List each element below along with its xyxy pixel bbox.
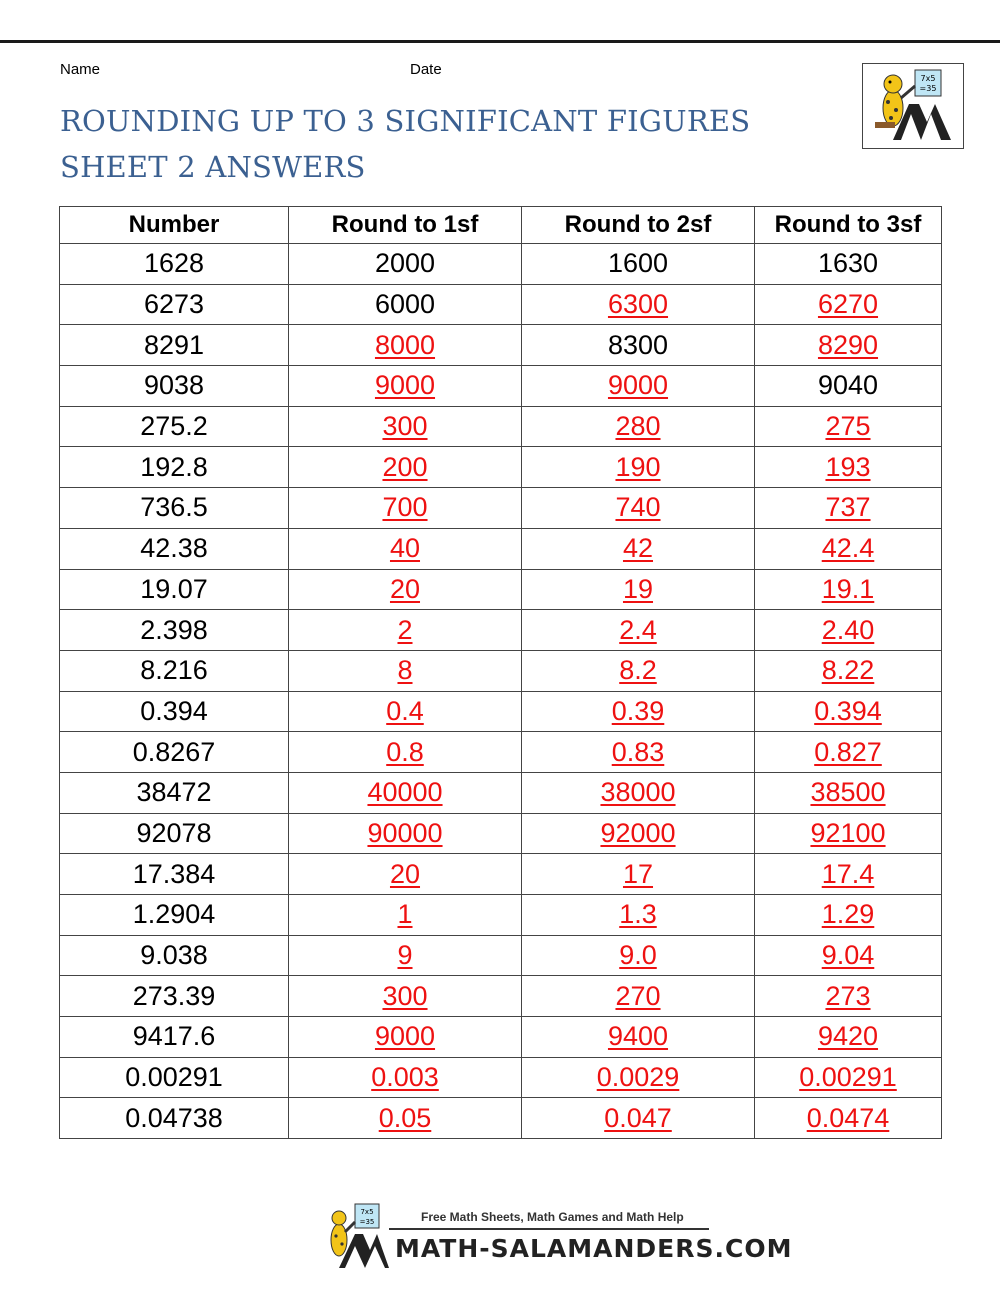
number-cell: 1628 — [60, 244, 289, 285]
table-row — [60, 366, 942, 407]
answer-cell-3sf: 275 — [755, 406, 942, 447]
number-cell: 42.38 — [60, 528, 289, 569]
table-header-row — [60, 207, 942, 244]
answer-cell-1sf: 200 — [289, 447, 522, 488]
answer-cell-1sf: 8000 — [289, 325, 522, 366]
footer-site-name: MATH-SALAMANDERS.COM — [395, 1234, 793, 1263]
col-number-header: Number — [60, 207, 289, 244]
number-cell: 0.394 — [60, 691, 289, 732]
answer-cell-3sf: 0.394 — [755, 691, 942, 732]
answer-cell-1sf: 2 — [289, 610, 522, 651]
answers-table — [59, 206, 942, 1139]
answer-cell-2sf: 0.39 — [522, 691, 755, 732]
number-cell: 17.384 — [60, 854, 289, 895]
answer-cell-1sf: 8 — [289, 650, 522, 691]
answer-cell-2sf: 17 — [522, 854, 755, 895]
answer-cell-1sf: 2000 — [289, 244, 522, 285]
answer-cell-3sf: 9.04 — [755, 935, 942, 976]
footer-logo — [325, 1198, 793, 1270]
table-row — [60, 772, 942, 813]
table-row — [60, 813, 942, 854]
footer-tagline: Free Math Sheets, Math Games and Math Help — [421, 1210, 684, 1224]
answer-cell-2sf: 42 — [522, 528, 755, 569]
table-row — [60, 447, 942, 488]
answer-cell-1sf: 700 — [289, 488, 522, 529]
number-cell: 38472 — [60, 772, 289, 813]
salamander-logo — [862, 63, 964, 149]
answer-cell-3sf: 0.0474 — [755, 1098, 942, 1139]
answer-cell-3sf: 2.40 — [755, 610, 942, 651]
table-row — [60, 488, 942, 529]
table-row — [60, 610, 942, 651]
table-row — [60, 528, 942, 569]
answer-cell-2sf: 0.047 — [522, 1098, 755, 1139]
table-row — [60, 569, 942, 610]
logo-sign-line2: =35 — [919, 84, 937, 93]
number-cell: 9.038 — [60, 935, 289, 976]
table-row — [60, 650, 942, 691]
answer-cell-2sf: 8.2 — [522, 650, 755, 691]
col-3sf-header: Round to 3sf — [755, 207, 942, 244]
page-subtitle: SHEET 2 ANSWERS — [60, 150, 366, 184]
number-cell: 8.216 — [60, 650, 289, 691]
answer-cell-3sf: 1.29 — [755, 895, 942, 936]
answer-cell-1sf: 0.003 — [289, 1057, 522, 1098]
answer-cell-2sf: 190 — [522, 447, 755, 488]
answer-cell-3sf: 0.827 — [755, 732, 942, 773]
page-title: ROUNDING UP TO 3 SIGNIFICANT FIGURES — [60, 104, 751, 138]
answer-cell-1sf: 90000 — [289, 813, 522, 854]
answer-cell-1sf: 300 — [289, 406, 522, 447]
answer-cell-2sf: 740 — [522, 488, 755, 529]
number-cell: 2.398 — [60, 610, 289, 651]
answer-cell-1sf: 0.05 — [289, 1098, 522, 1139]
table-row — [60, 284, 942, 325]
answer-cell-2sf: 6300 — [522, 284, 755, 325]
number-cell: 275.2 — [60, 406, 289, 447]
table-row — [60, 732, 942, 773]
answer-cell-3sf: 1630 — [755, 244, 942, 285]
name-label: Name — [60, 61, 101, 78]
number-cell: 736.5 — [60, 488, 289, 529]
answer-cell-3sf: 273 — [755, 976, 942, 1017]
answer-cell-1sf: 300 — [289, 976, 522, 1017]
col-2sf-header: Round to 2sf — [522, 207, 755, 244]
answer-cell-1sf: 40 — [289, 528, 522, 569]
answer-cell-1sf: 20 — [289, 569, 522, 610]
number-cell: 0.04738 — [60, 1098, 289, 1139]
number-cell: 19.07 — [60, 569, 289, 610]
answer-cell-3sf: 193 — [755, 447, 942, 488]
answer-cell-2sf: 9400 — [522, 1017, 755, 1058]
answer-cell-2sf: 0.83 — [522, 732, 755, 773]
footer-sign-line2: =35 — [359, 1218, 375, 1226]
answer-cell-3sf: 6270 — [755, 284, 942, 325]
answer-cell-2sf: 270 — [522, 976, 755, 1017]
answer-cell-2sf: 280 — [522, 406, 755, 447]
table-row — [60, 1057, 942, 1098]
answer-cell-2sf: 1600 — [522, 244, 755, 285]
answer-cell-1sf: 9000 — [289, 1017, 522, 1058]
table-row — [60, 325, 942, 366]
answer-cell-3sf: 92100 — [755, 813, 942, 854]
top-rule — [0, 40, 1000, 43]
answer-cell-1sf: 1 — [289, 895, 522, 936]
table-row — [60, 1098, 942, 1139]
number-cell: 9038 — [60, 366, 289, 407]
answer-cell-3sf: 8290 — [755, 325, 942, 366]
answer-cell-2sf: 38000 — [522, 772, 755, 813]
answer-cell-1sf: 9000 — [289, 366, 522, 407]
answer-cell-1sf: 6000 — [289, 284, 522, 325]
number-cell: 192.8 — [60, 447, 289, 488]
answer-cell-2sf: 8300 — [522, 325, 755, 366]
number-cell: 1.2904 — [60, 895, 289, 936]
answer-cell-3sf: 42.4 — [755, 528, 942, 569]
answer-cell-2sf: 1.3 — [522, 895, 755, 936]
answer-cell-3sf: 0.00291 — [755, 1057, 942, 1098]
table-row — [60, 976, 942, 1017]
number-cell: 9417.6 — [60, 1017, 289, 1058]
answer-cell-3sf: 9040 — [755, 366, 942, 407]
answer-cell-1sf: 20 — [289, 854, 522, 895]
answer-cell-2sf: 92000 — [522, 813, 755, 854]
table-row — [60, 895, 942, 936]
logo-sign-line1: 7x5 — [920, 74, 936, 83]
table-row — [60, 935, 942, 976]
col-1sf-header: Round to 1sf — [289, 207, 522, 244]
answer-cell-3sf: 737 — [755, 488, 942, 529]
date-label: Date — [410, 61, 442, 78]
answer-cell-1sf: 40000 — [289, 772, 522, 813]
footer-sign-line1: 7x5 — [360, 1208, 374, 1216]
answer-cell-3sf: 9420 — [755, 1017, 942, 1058]
number-cell: 0.8267 — [60, 732, 289, 773]
number-cell: 92078 — [60, 813, 289, 854]
number-cell: 6273 — [60, 284, 289, 325]
table-row — [60, 854, 942, 895]
number-cell: 0.00291 — [60, 1057, 289, 1098]
answer-cell-2sf: 19 — [522, 569, 755, 610]
answer-cell-2sf: 2.4 — [522, 610, 755, 651]
answer-cell-1sf: 9 — [289, 935, 522, 976]
answer-cell-1sf: 0.8 — [289, 732, 522, 773]
answer-cell-3sf: 8.22 — [755, 650, 942, 691]
answer-cell-1sf: 0.4 — [289, 691, 522, 732]
table-row — [60, 691, 942, 732]
answer-cell-2sf: 9000 — [522, 366, 755, 407]
answer-cell-3sf: 19.1 — [755, 569, 942, 610]
table-row — [60, 1017, 942, 1058]
footer-salamander-icon — [325, 1198, 389, 1270]
table-row — [60, 406, 942, 447]
answer-cell-3sf: 38500 — [755, 772, 942, 813]
number-cell: 8291 — [60, 325, 289, 366]
number-cell: 273.39 — [60, 976, 289, 1017]
salamander-logo-icon — [863, 64, 963, 148]
footer-rule — [389, 1228, 709, 1230]
answer-cell-3sf: 17.4 — [755, 854, 942, 895]
table-row — [60, 244, 942, 285]
answer-cell-2sf: 0.0029 — [522, 1057, 755, 1098]
answer-cell-2sf: 9.0 — [522, 935, 755, 976]
